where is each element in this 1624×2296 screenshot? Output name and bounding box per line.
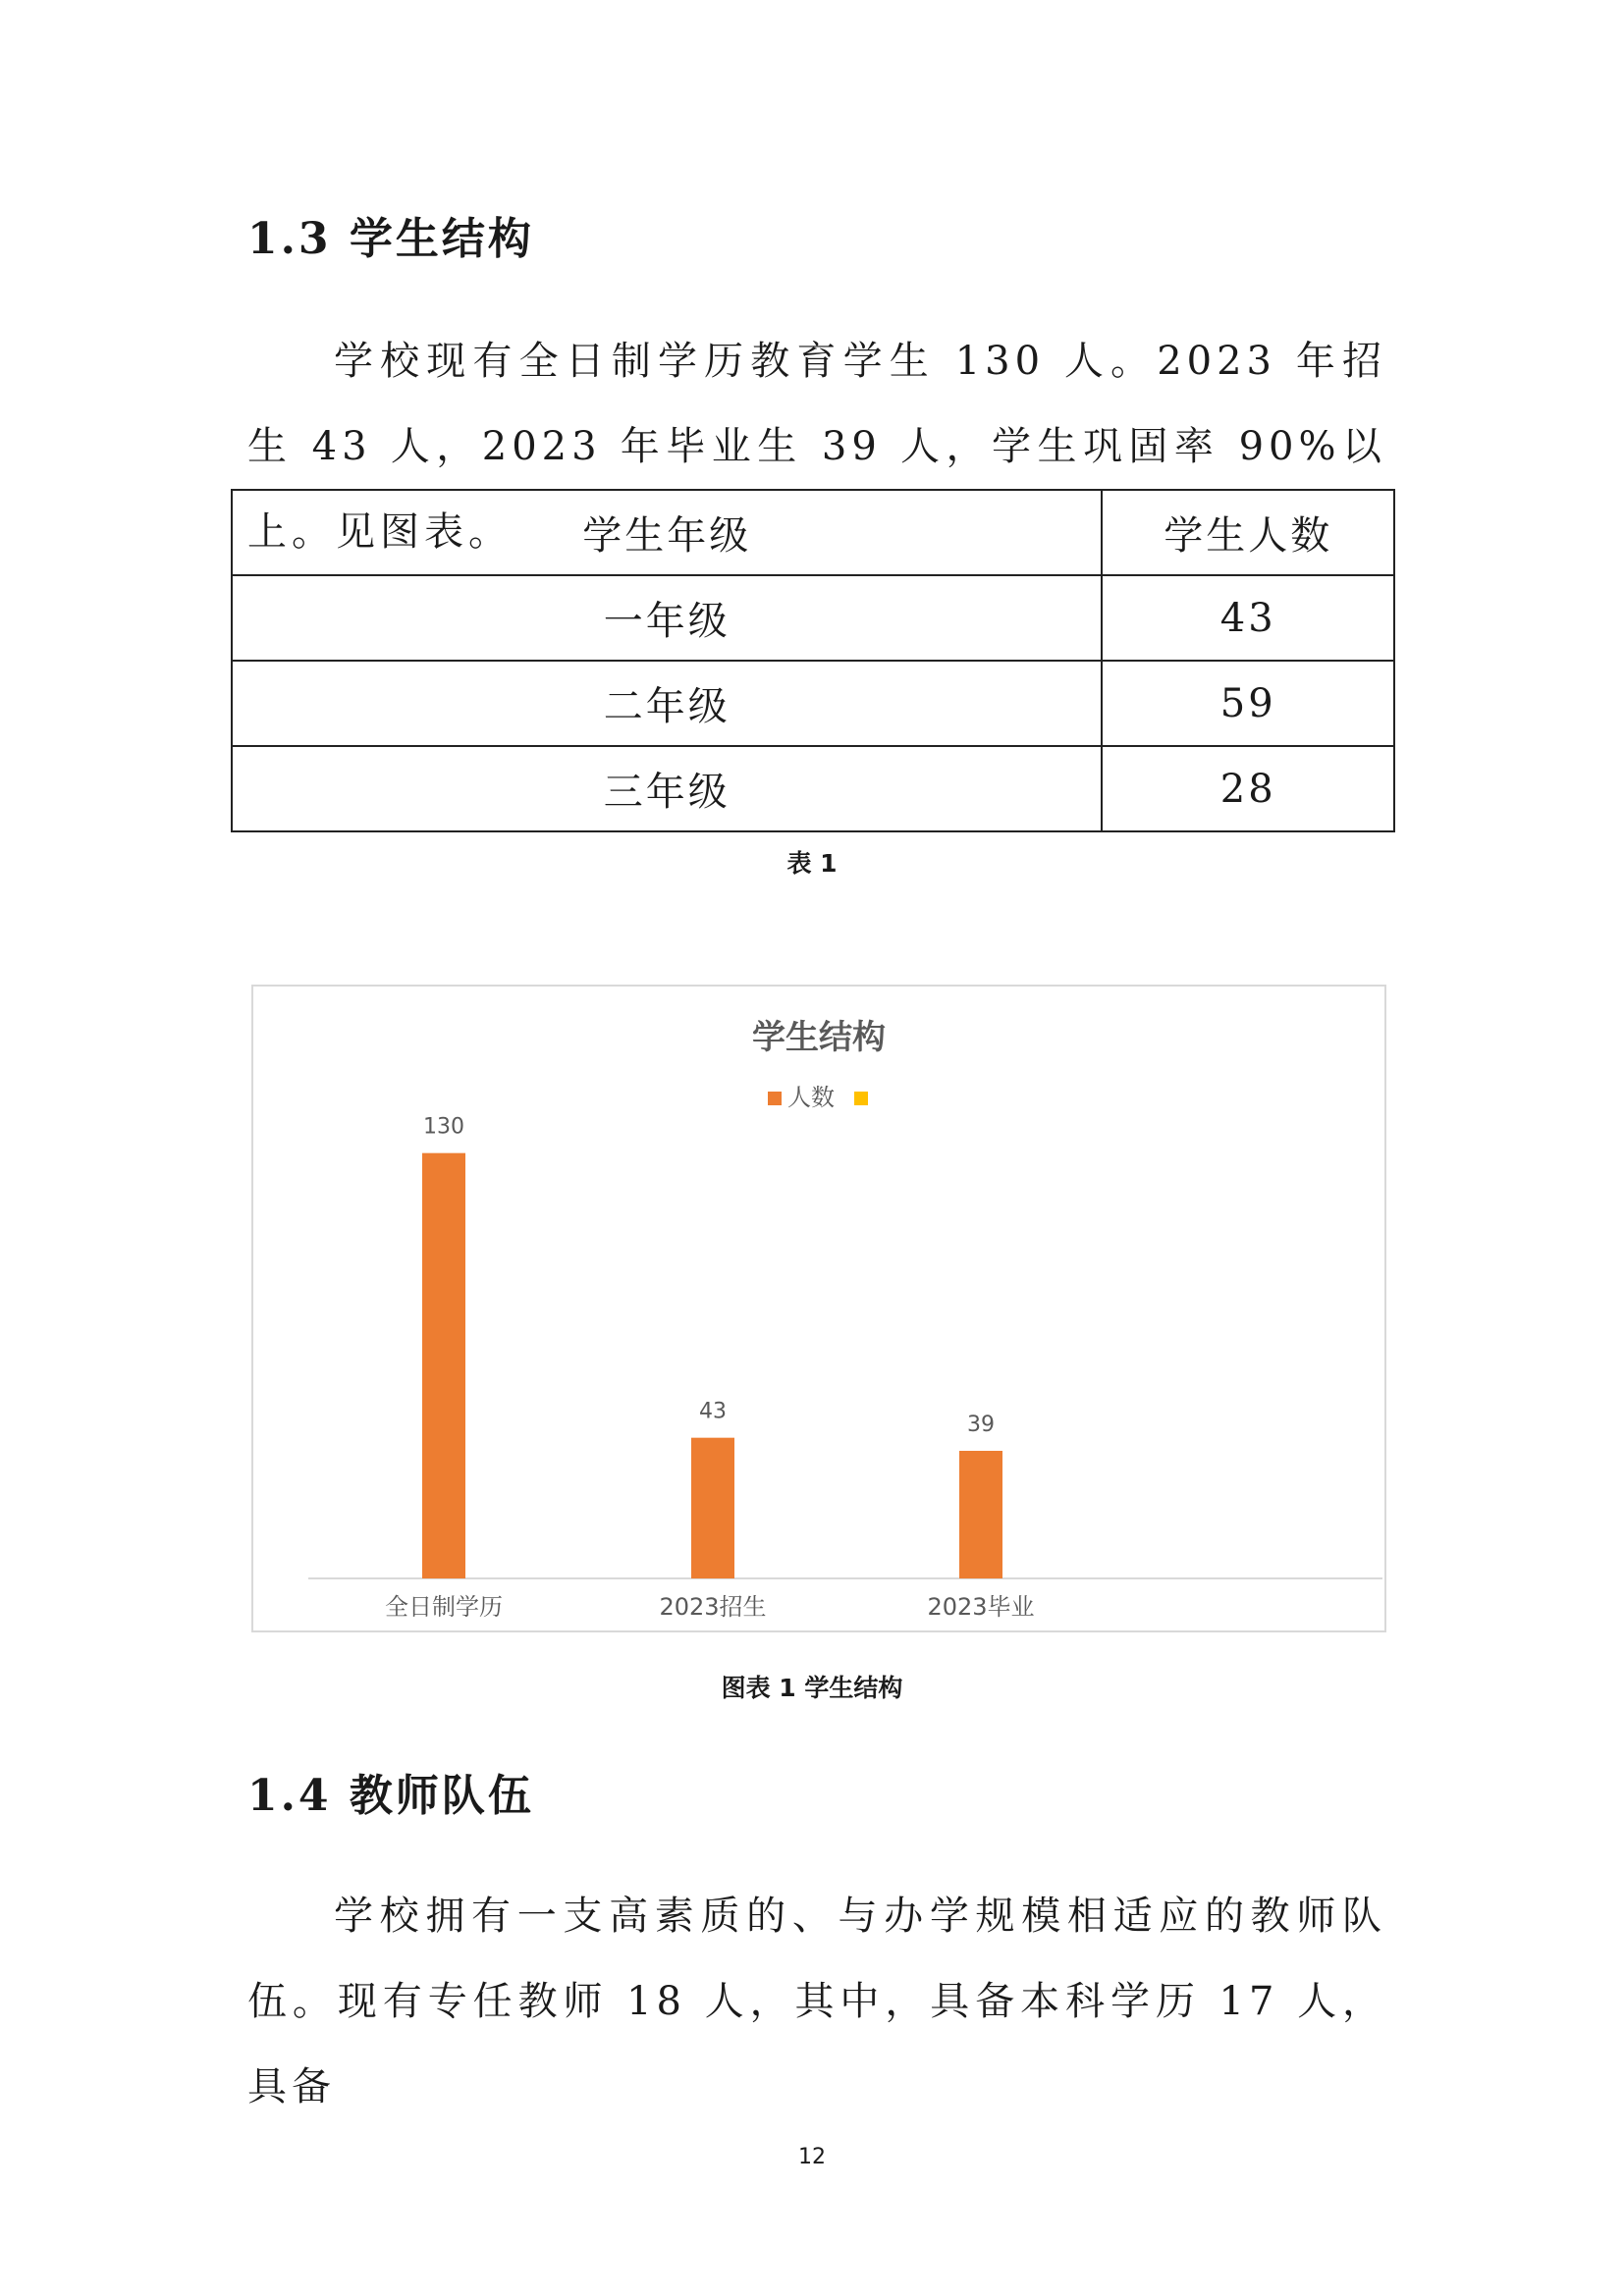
table-row	[232, 746, 1394, 831]
grade-table	[231, 489, 1395, 832]
legend-swatch-2	[854, 1092, 868, 1105]
bar-2	[691, 1438, 734, 1578]
bar-chart	[253, 987, 1384, 1630]
chart-caption: 图表 1 学生结构	[721, 1674, 903, 1702]
bar-1	[422, 1153, 465, 1578]
chart-frame	[251, 985, 1386, 1632]
student-structure-paragraph: 学校现有全日制学历教育学生 130 人。2023 年招生 43 人，2023 年毕业生 39 人，学生巩固率 90%以上。见图表。	[247, 339, 1386, 555]
table-cell-count: 59	[1102, 661, 1394, 746]
data-label-2: 43	[699, 1399, 727, 1424]
table-row	[232, 575, 1394, 661]
table-cell-grade: 一年级	[232, 575, 1102, 661]
x-tick-label-1: 全日制学历	[385, 1593, 503, 1621]
table-caption: 表 1	[786, 849, 838, 878]
table-cell-count: 43	[1102, 575, 1394, 661]
table-cell-grade: 二年级	[232, 661, 1102, 746]
page-number: 12	[798, 2145, 826, 2169]
table-header-grade: 学生年级	[232, 490, 1102, 575]
legend-label-1: 人数	[787, 1084, 835, 1111]
chart-title: 学生结构	[752, 1018, 886, 1057]
x-tick-label-2: 2023招生	[659, 1593, 767, 1621]
data-label-1: 130	[423, 1114, 464, 1140]
data-label-3: 39	[967, 1413, 995, 1437]
section-heading-1-4: 1.4 教师队伍	[247, 1771, 534, 1821]
table-header-count: 学生人数	[1102, 490, 1394, 575]
table-row	[232, 661, 1394, 746]
x-tick-label-3: 2023毕业	[927, 1593, 1035, 1621]
table-cell-count: 28	[1102, 746, 1394, 831]
section-heading-1-3: 1.3 学生结构	[247, 214, 534, 264]
teacher-team-paragraph: 学校拥有一支高素质的、与办学规模相适应的教师队伍。现有专任教师 18 人，其中，具备本科学历 17 人，具备	[247, 1894, 1386, 2109]
table-header-row	[232, 490, 1394, 575]
bar-3	[959, 1451, 1002, 1578]
table-cell-grade: 三年级	[232, 746, 1102, 831]
legend-swatch-1	[768, 1092, 782, 1105]
